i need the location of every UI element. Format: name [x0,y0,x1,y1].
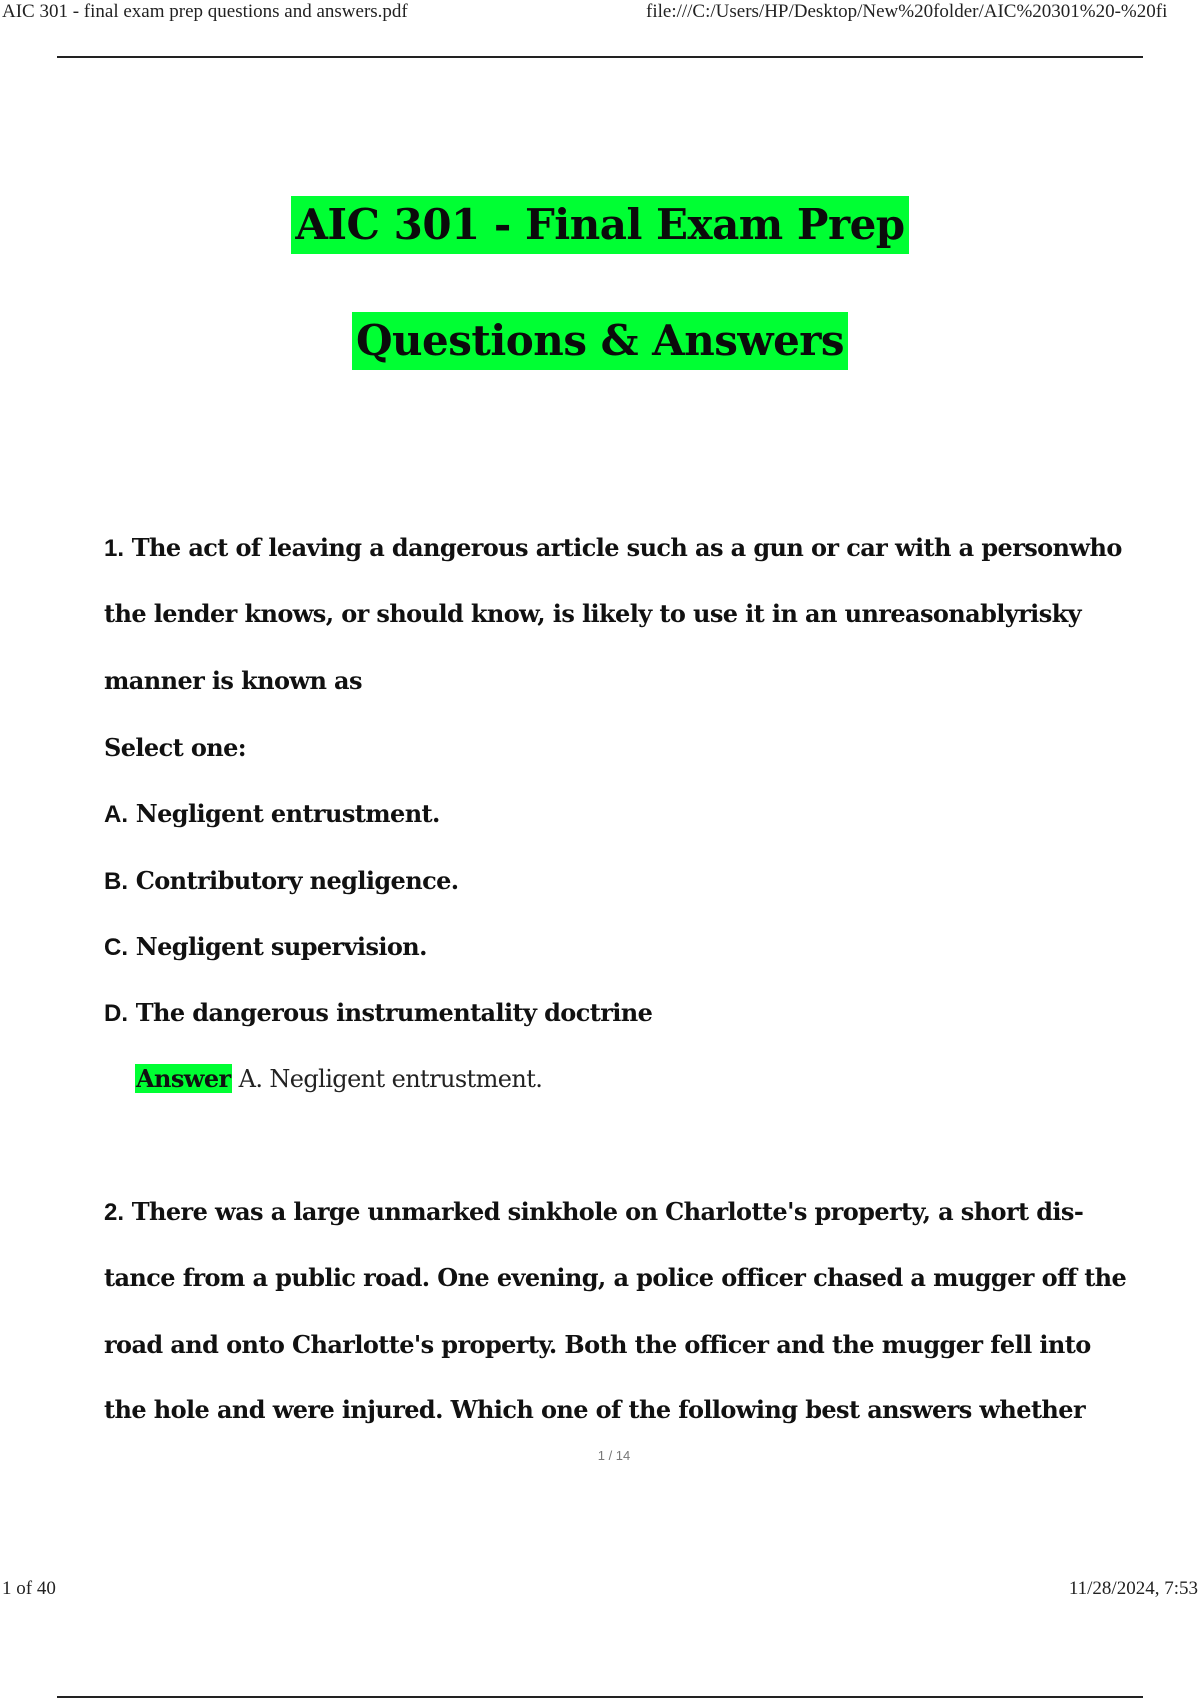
question-1-option-d [104,997,652,1030]
question-1-option-c [104,931,427,964]
question-2-line-3 [104,1329,1091,1361]
inner-page-number: 1 / 14 [597,1448,631,1463]
print-header-filename: AIC 301 - final exam prep questions and answers.pdf [2,1,408,22]
question-2-line-1 [104,1196,1083,1229]
select-one-label: Select one: [104,733,247,762]
question-1-answer [135,1062,542,1096]
question-2-text-3: road and onto Charlotte's property. Both the officer and the mugger fell into [104,1330,1091,1359]
option-b-letter: B. [104,868,128,895]
question-2-line-2 [104,1262,1126,1294]
option-a-text: Negligent entrustment. [135,799,440,828]
question-1-option-b [104,865,459,898]
title-highlight-2: Questions & Answers [352,312,848,370]
question-1-line-2 [104,598,1081,630]
option-c-letter: C. [104,934,128,961]
question-1-line-1 [104,532,1122,565]
option-d-text: The dangerous instrumentality doctrine [135,998,653,1027]
question-2-text-1: There was a large unmarked sinkhole on Charlotte's property, a short dis- [131,1197,1084,1226]
option-c-text: Negligent supervision. [135,932,427,961]
question-1-text-2: the lender knows, or should know, is likely to use it in an unreasonablyrisky [104,599,1081,628]
option-d-letter: D. [104,1000,128,1027]
option-b-text: Contributory negligence. [135,866,459,895]
question-1-text-3: manner is known as [104,666,362,695]
document-title-line-1 [0,196,1200,254]
answer-label: Answer [136,1064,231,1093]
print-footer-timestamp: 11/28/2024, 7:53 [1068,1578,1198,1599]
answer-text: A. Negligent entrustment. [238,1065,543,1093]
print-header-url: file:///C:/Users/HP/Desktop/New%20folder/AIC%20301%20-%20fi [646,1,1168,22]
print-footer-page-count: 1 of 40 [2,1578,56,1599]
question-1-prompt [104,732,246,764]
question-2-text-2: tance from a public road. One evening, a police officer chased a mugger off the [104,1263,1127,1292]
question-2-number: 2. [104,1199,125,1226]
question-1-line-3 [104,665,362,697]
question-2-text-4: the hole and were injured. Which one of the following best answers whether [104,1395,1085,1424]
question-1-number: 1. [104,535,125,562]
header-divider [57,56,1143,58]
title-highlight-1: AIC 301 - Final Exam Prep [291,196,908,254]
question-1-option-a [104,798,440,831]
question-1-text-1: The act of leaving a dangerous article such as a gun or car with a personwho [131,533,1122,562]
option-a-letter: A. [104,801,128,828]
question-2-line-4 [104,1394,1085,1426]
footer-divider [57,1696,1143,1698]
document-title-line-2 [0,312,1200,370]
print-header [0,0,1200,24]
